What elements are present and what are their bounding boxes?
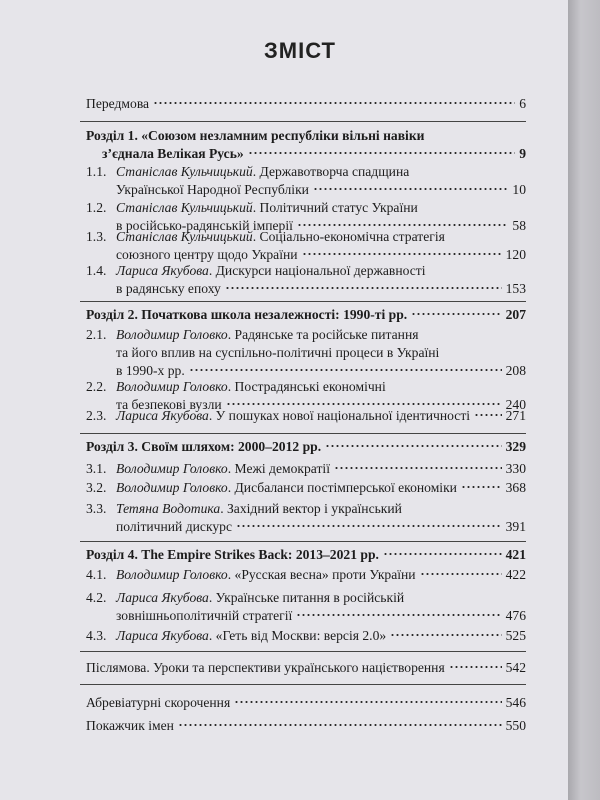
section-heading-3: Розділ 3. Своїм шляхом: 2000–2012 рр. 329 (86, 439, 526, 454)
toc-entry-1-1: 1.1. Станіслав Кульчицький . Державотворча спадщина Української Народної Республіки 10 (86, 164, 526, 197)
toc-entry-name-index: Покажчик імен 550 (86, 718, 526, 733)
toc-entry-3-3: 3.3. Тетяна Водотика . Західний вектор і український політичний дискурс 391 (86, 501, 526, 534)
divider (80, 651, 526, 652)
toc-entry-4-1: 4.1. Володимир Головко . «Русская весна» проти України 422 (86, 567, 526, 582)
section-heading-4: Розділ 4. The Empire Strikes Back: 2013–2021 рр. 421 (86, 547, 526, 562)
toc-entry-abbreviations: Абревіатурні скорочення 546 (86, 695, 526, 710)
toc-entry-afterword: Післямова. Уроки та перспективи українського націєтворення 542 (86, 660, 526, 675)
page-title: ЗМІСТ (264, 38, 336, 63)
toc-entry-1-2: 1.2. Станіслав Кульчицький . Політичний статус України в російсько-радянській імперії 58 (86, 200, 526, 233)
toc-entry-2-2: 2.2. Володимир Головко . Пострадянські економічні та безпекові вузли 240 (86, 379, 526, 412)
divider (80, 301, 526, 302)
toc-entry-2-1: 2.1. Володимир Головко . Радянське та російське питання та його вплив на суспільно-політичні процеси в Україні в 1990-х рр. 208 (86, 327, 526, 378)
page-edge-shadow (568, 0, 600, 800)
divider (80, 433, 526, 434)
toc-entry-4-3: 4.3. Лариса Якубова . «Геть від Москви: версія 2.0» 525 (86, 628, 526, 643)
divider (80, 541, 526, 542)
divider (80, 121, 526, 122)
section-heading-1: Розділ 1. «Союзом незламним республіки вільні навіки з’єднала Велікая Русь» 9 (86, 128, 526, 161)
toc-entry-intro: Передмова 6 (86, 96, 526, 111)
divider (80, 684, 526, 685)
toc-entry-3-1: 3.1. Володимир Головко . Межі демократії 330 (86, 461, 526, 476)
toc-entry-1-3: 1.3. Станіслав Кульчицький . Соціально-економічна стратегія союзного центру щодо України 120 (86, 229, 526, 262)
section-heading-2: Розділ 2. Початкова школа незалежності: 1990-ті рр. 207 (86, 307, 526, 322)
toc-entry-3-2: 3.2. Володимир Головко . Дисбаланси постімперської економіки 368 (86, 480, 526, 495)
toc-entry-1-4: 1.4. Лариса Якубова . Дискурси національної державності в радянську епоху 153 (86, 263, 526, 296)
toc-entry-4-2: 4.2. Лариса Якубова . Українське питання в російській зовнішньополітичній стратегії 476 (86, 590, 526, 623)
toc-entry-2-3: 2.3. Лариса Якубова . У пошуках нової національної ідентичності 271 (86, 408, 526, 423)
